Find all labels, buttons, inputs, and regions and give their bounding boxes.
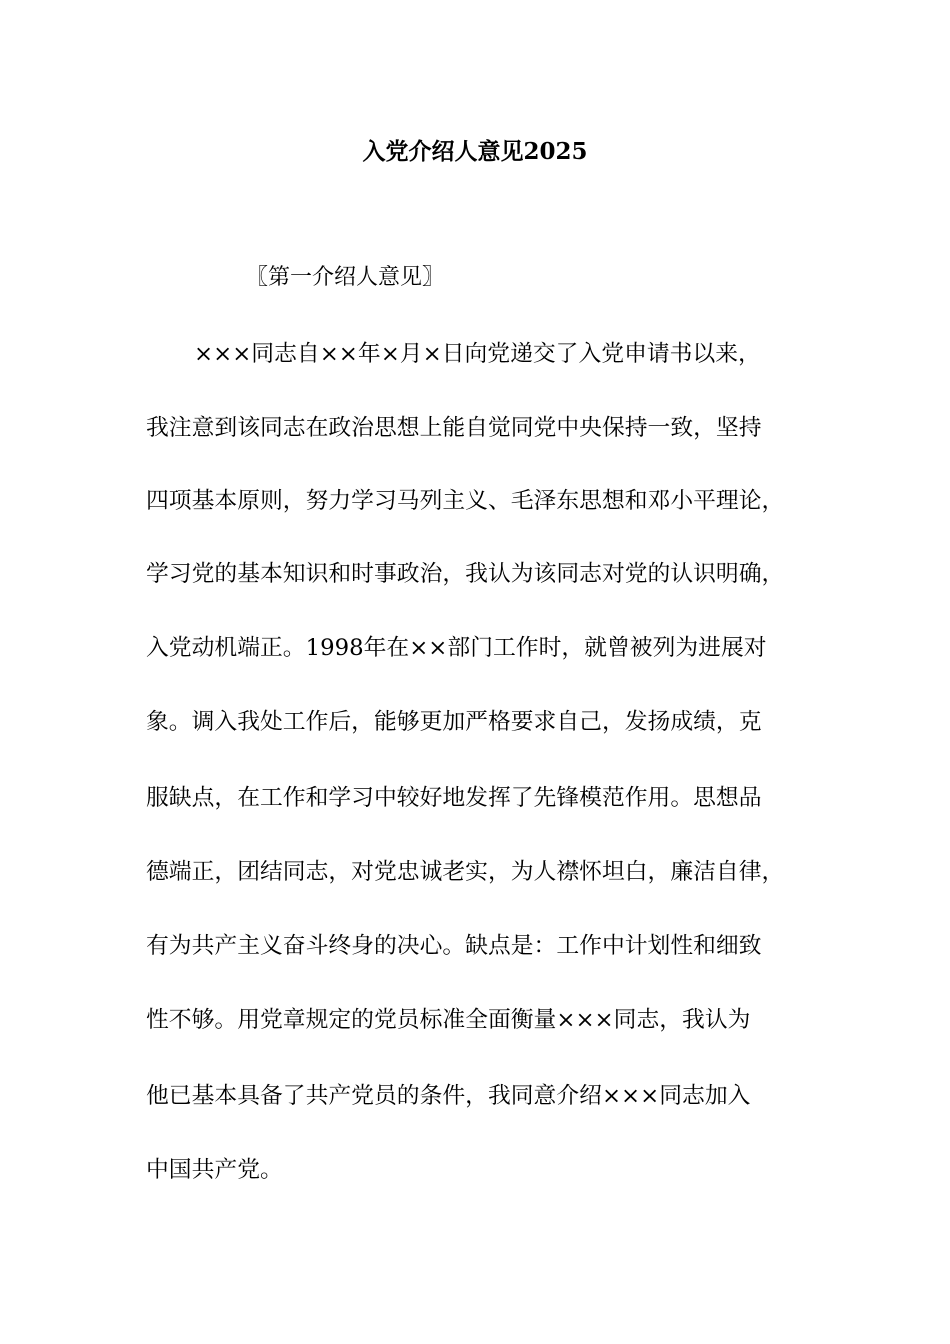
- body-line: 中国共产党。: [146, 1157, 283, 1183]
- document-title: 入党介绍人意见2025: [362, 138, 588, 165]
- body-line: 性不够。用党章规定的党员标准全面衡量×××同志，我认为: [146, 1007, 751, 1033]
- body-line: 四项基本原则，努力学习马列主义、毛泽东思想和邓小平理论，: [146, 488, 785, 514]
- body-line: 我注意到该同志在政治思想上能自觉同党中央保持一致，坚持: [146, 415, 762, 441]
- body-line: 德端正，团结同志，对党忠诚老实，为人襟怀坦白，廉洁自律，: [146, 859, 785, 885]
- body-line: 服缺点，在工作和学习中较好地发挥了先锋模范作用。思想品: [146, 785, 762, 811]
- body-line: 入党动机端正。1998年在××部门工作时，就曾被列为进展对: [146, 635, 767, 661]
- body-line: ×××同志自××年×月×日向党递交了入党申请书以来，: [194, 341, 761, 367]
- section-heading: 〖第一介绍人意见〗: [246, 265, 445, 290]
- body-line: 他已基本具备了共产党员的条件，我同意介绍×××同志加入: [146, 1083, 751, 1109]
- body-line: 有为共产主义奋斗终身的决心。缺点是：工作中计划性和细致: [146, 933, 762, 959]
- body-line: 学习党的基本知识和时事政治，我认为该同志对党的认识明确，: [146, 561, 785, 587]
- body-line: 象。调入我处工作后，能够更加严格要求自己，发扬成绩，克: [146, 709, 762, 735]
